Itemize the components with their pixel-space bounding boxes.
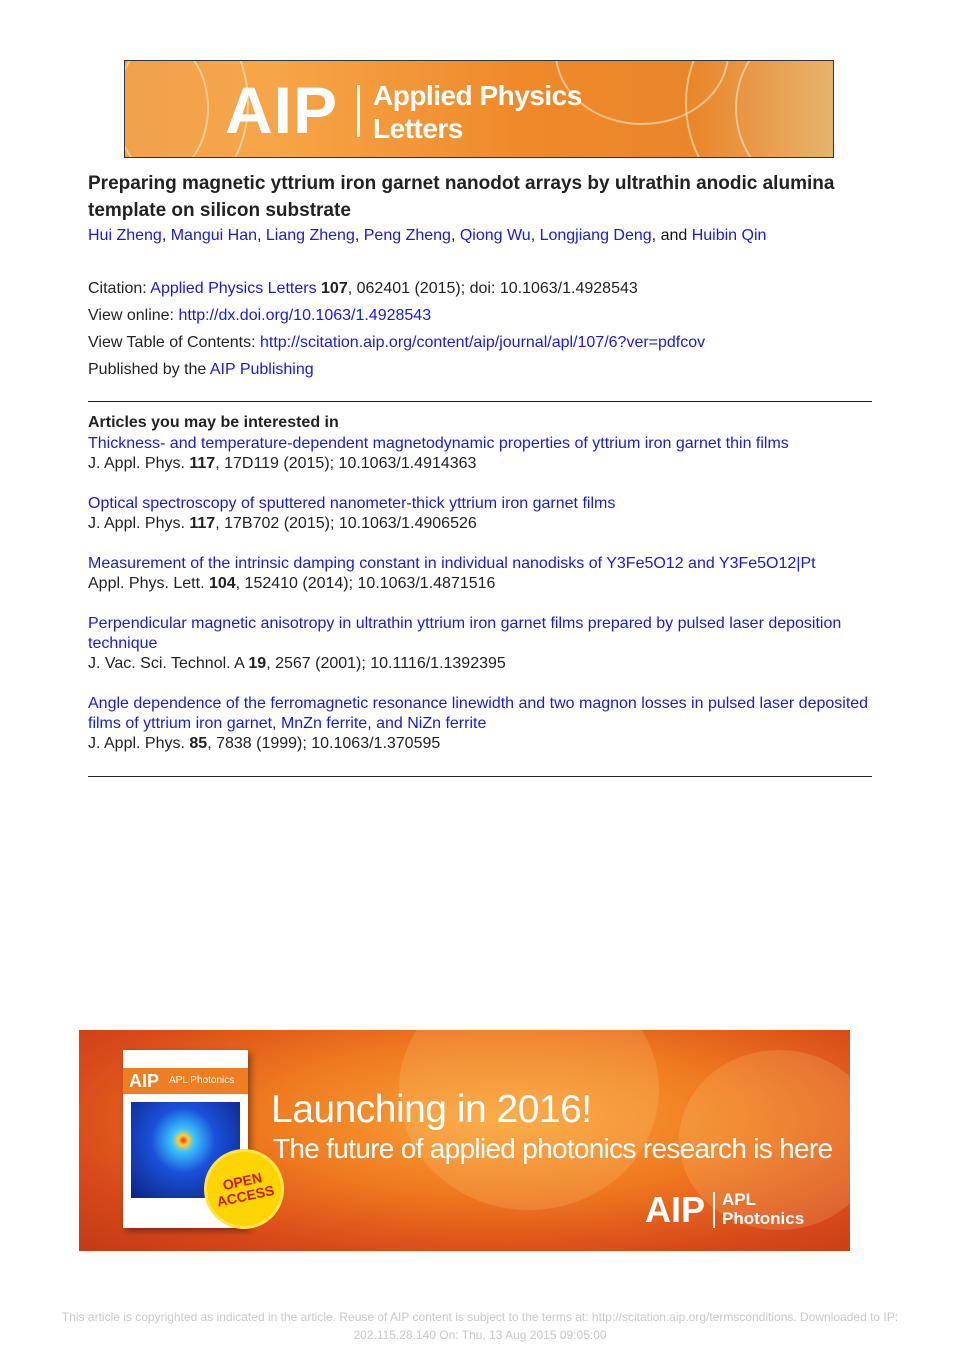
journal-banner [124, 60, 834, 158]
toc-link[interactable]: http://scitation.aip.org/content/aip/journal/apl/107/6?ver=pdfcov [259, 334, 706, 351]
ad-headline: Launching in 2016! [271, 1088, 592, 1131]
divider-bottom [88, 776, 872, 777]
ad-aip-logo: AIP [645, 1189, 706, 1230]
view-online-line: View online: http://dx.doi.org/10.1063/1.4928543 [88, 307, 432, 324]
related-article [88, 614, 878, 674]
related-article-citation: Appl. Phys. Lett. 104, 152410 (2014); 10.1063/1.4871516 [88, 575, 496, 592]
citation-line: Citation: Applied Physics Letters 107, 062401 (2015); doi: 10.1063/1.4928543 [88, 280, 638, 297]
banner-swirl [124, 60, 209, 158]
ad-subheadline: The future of applied photonics research is here [273, 1133, 833, 1164]
footer-line2: 202.115.28.140 On: Thu, 13 Aug 2015 09:05:00 [353, 1328, 607, 1342]
aip-logo: AIP [225, 73, 339, 147]
related-article-link[interactable]: Perpendicular magnetic anisotropy in ultrathin yttrium iron garnet films prepared by pulsed laser deposition technique [88, 615, 842, 652]
related-article [88, 554, 878, 594]
logo-divider [357, 85, 360, 137]
author-link[interactable]: Longjiang Deng [539, 227, 652, 244]
related-article [88, 494, 878, 534]
apl-photonics-ad[interactable] [79, 1030, 850, 1251]
author-link[interactable]: Peng Zheng [363, 227, 451, 244]
related-article-citation: J. Vac. Sci. Technol. A 19, 2567 (2001); 10.1116/1.1392395 [88, 655, 506, 672]
journal-name-line1: Applied Physics [373, 80, 582, 111]
related-article-citation: J. Appl. Phys. 117, 17D119 (2015); 10.1063/1.4914363 [88, 455, 477, 472]
footer-line1: This article is copyrighted as indicated in the article. Reuse of AIP content is subject to the terms at: http://scitation.aip.org/termsconditions. Downloaded to IP: [61, 1310, 899, 1324]
author-link[interactable]: Huibin Qin [691, 227, 767, 244]
copyright-footer [30, 1308, 930, 1344]
paper-title: Preparing magnetic yttrium iron garnet nanodot arrays by ultrathin anodic alumina template on silicon substrate [88, 173, 835, 221]
related-article-link[interactable]: Angle dependence of the ferromagnetic resonance linewidth and two magnon losses in pulsed laser deposited films of yttrium iron garnet, MnZn ferrite, and NiZn ferrite [88, 695, 869, 732]
cover-aip-logo: AIP [129, 1071, 160, 1091]
publisher-link[interactable]: AIP Publishing [209, 361, 314, 378]
banner-swirl [735, 60, 834, 158]
author-link[interactable]: Qiong Wu [459, 227, 531, 244]
author-link[interactable]: Hui Zheng [88, 227, 162, 244]
toc-line: View Table of Contents: http://scitation.aip.org/content/aip/journal/apl/107/6?ver=pdfcov [88, 334, 706, 351]
journal-link[interactable]: Applied Physics Letters [150, 280, 317, 297]
related-article-citation: J. Appl. Phys. 117, 17B702 (2015); 10.1063/1.4906526 [88, 515, 477, 532]
publisher-line: Published by the AIP Publishing [88, 361, 314, 378]
related-article-citation: J. Appl. Phys. 85, 7838 (1999); 10.1063/1.370595 [88, 735, 441, 752]
related-article-link[interactable]: Thickness- and temperature-dependent magnetodynamic properties of yttrium iron garnet thin films [88, 435, 789, 452]
cover-journal-name: APL Photonics [169, 1075, 235, 1086]
ad-logo-divider [713, 1192, 715, 1228]
articles-heading: Articles you may be interested in [88, 414, 339, 431]
related-article-link[interactable]: Optical spectroscopy of sputtered nanometer-thick yttrium iron garnet films [88, 495, 616, 512]
related-article-link[interactable]: Measurement of the intrinsic damping constant in individual nanodisks of Y3Fe5O12 and Y3Fe5O12|Pt [88, 555, 816, 572]
author-link[interactable]: Mangui Han [170, 227, 257, 244]
open-access-badge: OPEN ACCESS [200, 1145, 288, 1233]
ad-journal-name: APL Photonics [722, 1190, 805, 1228]
divider-top [88, 401, 872, 402]
related-article [88, 434, 878, 474]
author-list: Hui Zheng, Mangui Han, Liang Zheng, Peng Zheng, Qiong Wu, Longjiang Deng, and Huibin Qin [88, 227, 767, 244]
journal-name [373, 79, 582, 145]
journal-name-line2: Letters [373, 113, 463, 144]
author-link[interactable]: Liang Zheng [265, 227, 355, 244]
authors-and: and [660, 227, 688, 244]
doi-link[interactable]: http://dx.doi.org/10.1063/1.4928543 [178, 307, 432, 324]
related-article [88, 694, 878, 754]
